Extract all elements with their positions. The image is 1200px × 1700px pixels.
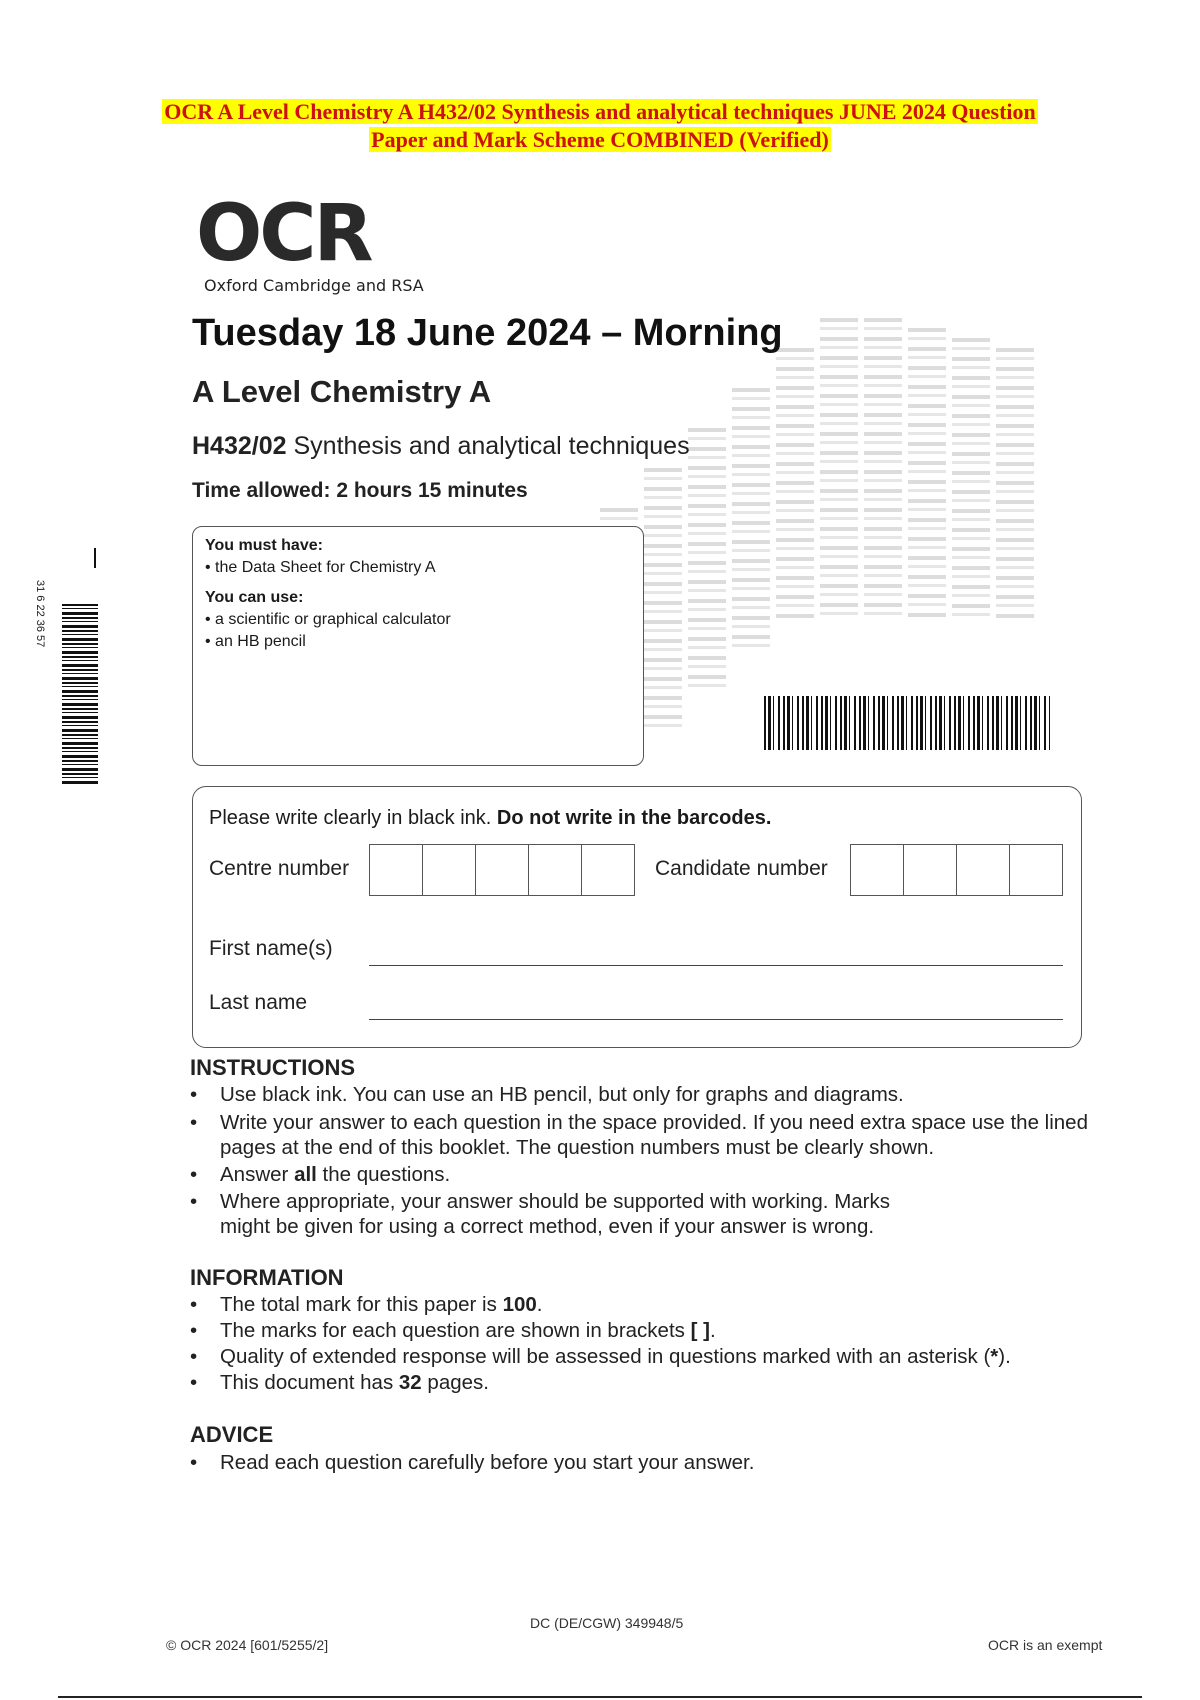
candidate-number-cell[interactable] bbox=[956, 844, 1010, 896]
information-item: • The marks for each question are shown in brackets [ ]. bbox=[190, 1319, 716, 1342]
security-watermark bbox=[600, 318, 1040, 748]
candidate-details-box bbox=[192, 786, 1082, 1048]
main-barcode bbox=[764, 696, 1050, 750]
ocr-logo-mark: OCR bbox=[196, 189, 371, 279]
instruction-item: • Where appropriate, your answer should be supported with working. Marks might be given for using a correct method, even if your answer is wrong. bbox=[190, 1190, 890, 1238]
paper-code: H432/02 bbox=[192, 432, 287, 460]
first-name-label: First name(s) bbox=[209, 937, 333, 960]
centre-number-grid bbox=[369, 844, 634, 896]
first-name-line[interactable] bbox=[369, 965, 1063, 966]
information-item: • This document has 32 pages. bbox=[190, 1371, 489, 1394]
side-barcode-number: 31 6 22 36 57 bbox=[34, 580, 46, 648]
ink-instruction-plain: Please write clearly in black ink. bbox=[209, 807, 492, 829]
ink-instruction bbox=[209, 807, 771, 830]
centre-number-cell[interactable] bbox=[581, 844, 635, 896]
requirements-box bbox=[192, 526, 644, 766]
can-use-item: • a scientific or graphical calculator bbox=[205, 611, 451, 628]
centre-number-cell[interactable] bbox=[422, 844, 476, 896]
candidate-number-cell[interactable] bbox=[850, 844, 904, 896]
side-barcode-bars bbox=[62, 604, 98, 784]
exempt-notice: OCR is an exempt bbox=[988, 1637, 1103, 1653]
document-banner bbox=[0, 98, 1200, 154]
banner-line-1: OCR A Level Chemistry A H432/02 Synthesis and analytical techniques JUNE 2024 Question bbox=[164, 99, 1036, 124]
can-use-heading: You can use: bbox=[205, 589, 304, 606]
candidate-number-label: Candidate number bbox=[655, 857, 828, 880]
ocr-logo bbox=[196, 189, 424, 295]
ocr-logo-subtitle: Oxford Cambridge and RSA bbox=[204, 276, 424, 295]
can-use-item: • an HB pencil bbox=[205, 633, 306, 650]
centre-number-label: Centre number bbox=[209, 857, 350, 880]
instruction-item: • Write your answer to each question in the space provided. If you need extra space use the lined pages at the end of this booklet. The question numbers must be clearly shown. bbox=[190, 1111, 1088, 1159]
information-item: • Quality of extended response will be assessed in questions marked with an asterisk (*). bbox=[190, 1345, 1011, 1368]
instructions-heading: INSTRUCTIONS bbox=[190, 1055, 355, 1080]
ink-instruction-bold: Do not write in the barcodes. bbox=[496, 807, 772, 829]
information-item: • The total mark for this paper is 100. bbox=[190, 1293, 543, 1316]
exam-subject: A Level Chemistry A bbox=[192, 374, 492, 409]
side-barcode-tick bbox=[94, 548, 96, 568]
advice-item: • Read each question carefully before you start your answer. bbox=[190, 1451, 755, 1474]
side-barcode bbox=[34, 548, 98, 784]
information-heading: INFORMATION bbox=[190, 1265, 344, 1290]
must-have-heading: You must have: bbox=[205, 537, 323, 554]
candidate-number-cell[interactable] bbox=[903, 844, 957, 896]
centre-number-cell[interactable] bbox=[475, 844, 529, 896]
must-have-item: • the Data Sheet for Chemistry A bbox=[205, 559, 436, 576]
last-name-line[interactable] bbox=[369, 1019, 1063, 1020]
footer-divider bbox=[58, 1696, 1142, 1698]
instruction-item: • Answer all the questions. bbox=[190, 1163, 451, 1186]
document-code: DC (DE/CGW) 349948/5 bbox=[530, 1615, 684, 1631]
paper-title bbox=[192, 432, 690, 461]
copyright-notice: © OCR 2024 [601/5255/2] bbox=[166, 1637, 329, 1653]
centre-number-cell[interactable] bbox=[528, 844, 582, 896]
paper-name: Synthesis and analytical techniques bbox=[293, 432, 690, 460]
banner-line-2: Paper and Mark Scheme COMBINED (Verified) bbox=[371, 127, 829, 152]
advice-heading: ADVICE bbox=[190, 1422, 274, 1447]
instruction-item: • Use black ink. You can use an HB pencil, but only for graphs and diagrams. bbox=[190, 1083, 904, 1106]
time-allowed: Time allowed: 2 hours 15 minutes bbox=[192, 479, 528, 502]
candidate-number-cell[interactable] bbox=[1009, 844, 1063, 896]
candidate-number-grid bbox=[850, 844, 1062, 896]
centre-number-cell[interactable] bbox=[369, 844, 423, 896]
exam-date: Tuesday 18 June 2024 – Morning bbox=[192, 312, 783, 354]
last-name-label: Last name bbox=[209, 991, 308, 1014]
